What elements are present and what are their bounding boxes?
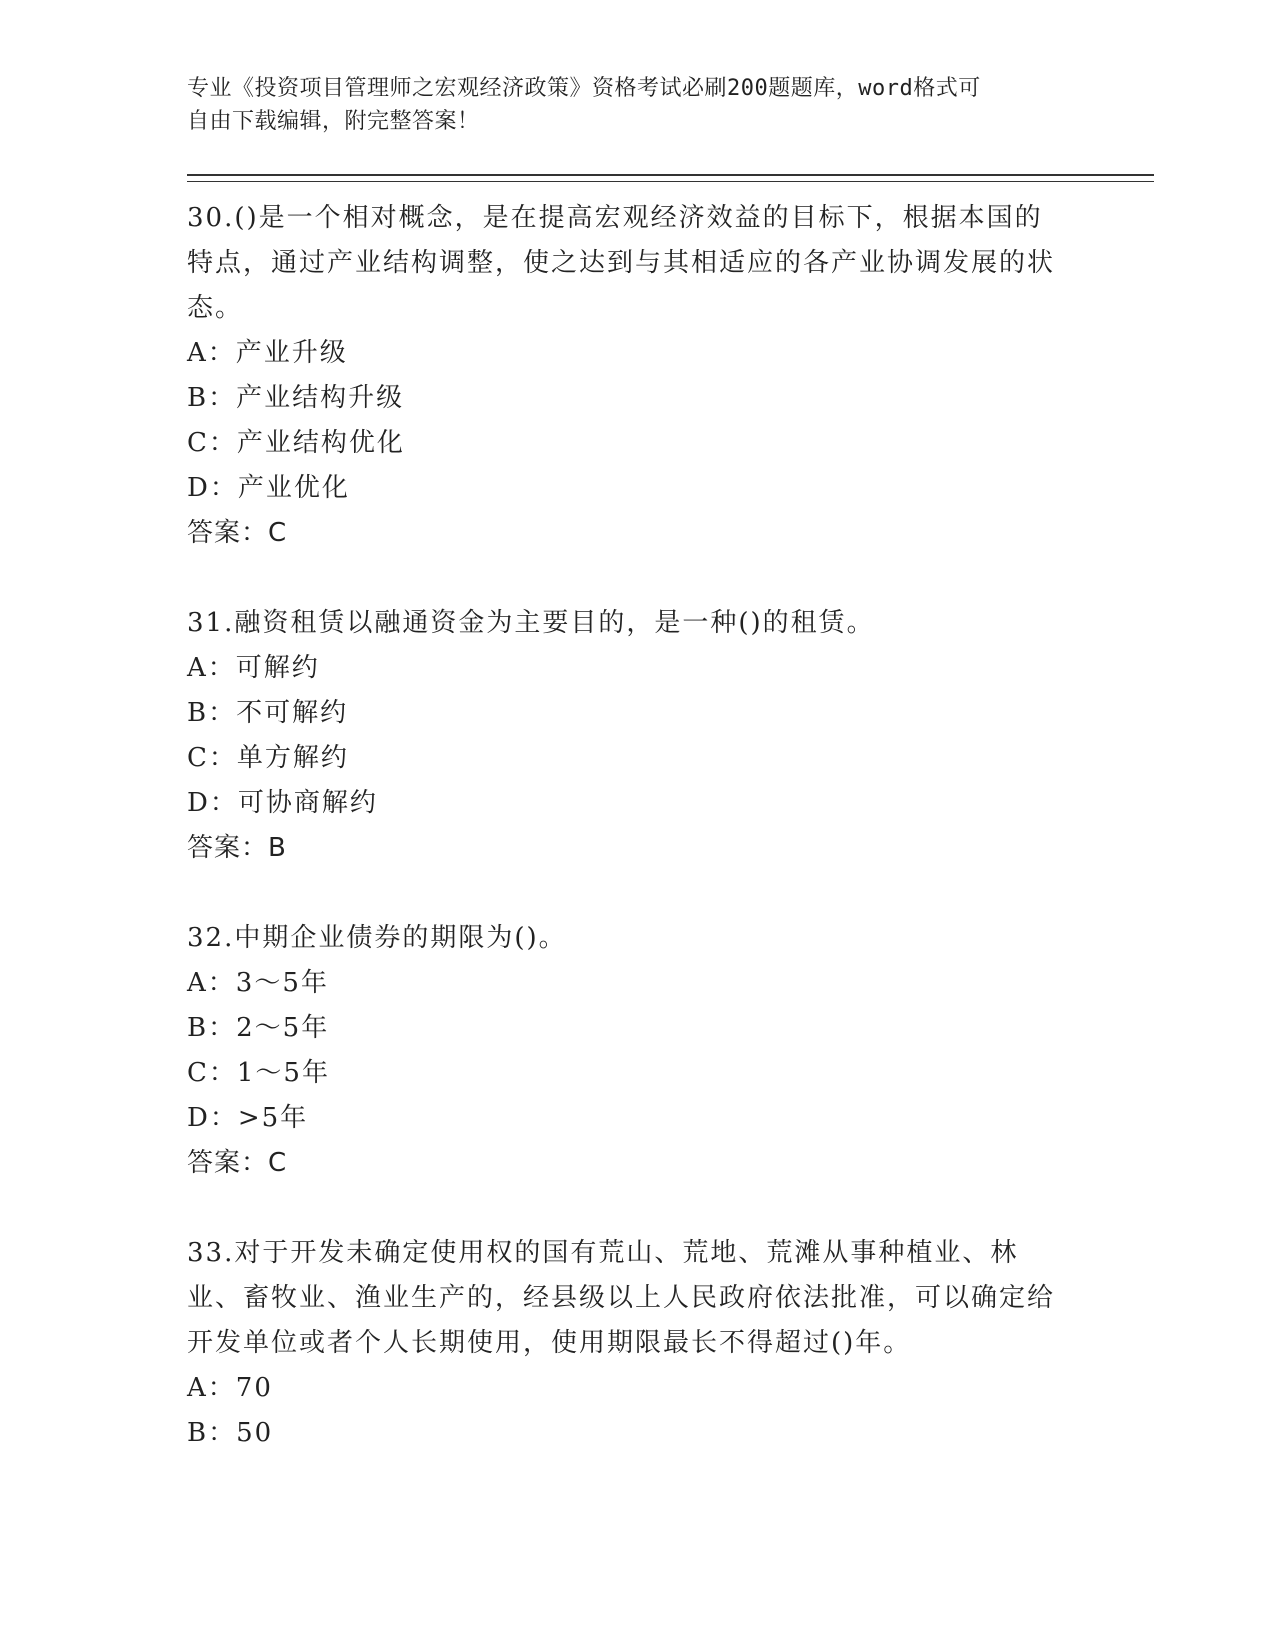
option-b: B：2～5年: [187, 1013, 330, 1043]
question-text: 31.融资租赁以融通资金为主要目的，是一种()的租赁。: [187, 608, 875, 638]
option-a: A：可解约: [187, 653, 320, 683]
option-a: A：产业升级: [187, 338, 348, 368]
option-a: A：70: [187, 1373, 273, 1403]
question-text: 30.()是一个相对概念，是在提高宏观经济效益的目标下，根据本国的特点，通过产业结构调整，使之达到与其相适应的各产业协调发展的状态。: [187, 203, 1056, 323]
option-c: C：产业结构优化: [187, 428, 405, 458]
document-page: [187, 72, 1147, 1501]
question-31: [187, 601, 1147, 871]
question-text: 32.中期企业债券的期限为()。: [187, 923, 567, 953]
option-b: B：50: [187, 1418, 274, 1448]
question-32: [187, 916, 1147, 1186]
header-line-2: 自由下载编辑，附完整答案！: [187, 109, 480, 134]
option-d: D：产业优化: [187, 473, 350, 503]
option-b: B：不可解约: [187, 698, 349, 728]
answer: 答案：C: [187, 518, 288, 548]
answer: 答案：B: [187, 833, 287, 863]
answer: 答案：C: [187, 1148, 288, 1178]
option-d: D：>5年: [187, 1103, 309, 1133]
option-a: A：3～5年: [187, 968, 329, 998]
option-b: B：产业结构升级: [187, 383, 405, 413]
header-divider: [187, 174, 1154, 182]
question-33: [187, 1231, 1147, 1456]
option-c: C：单方解约: [187, 743, 349, 773]
header-line-1: 专业《投资项目管理师之宏观经济政策》资格考试必刷200题题库，word格式可: [187, 76, 981, 101]
option-c: C：1～5年: [187, 1058, 330, 1088]
document-header: [187, 72, 1067, 138]
question-text: 33.对于开发未确定使用权的国有荒山、荒地、荒滩从事种植业、林业、畜牧业、渔业生产的，经县级以上人民政府依法批准，可以确定给开发单位或者个人长期使用，使用期限最长不得超过()年。: [187, 1238, 1056, 1358]
question-30: [187, 196, 1147, 556]
option-d: D：可协商解约: [187, 788, 378, 818]
